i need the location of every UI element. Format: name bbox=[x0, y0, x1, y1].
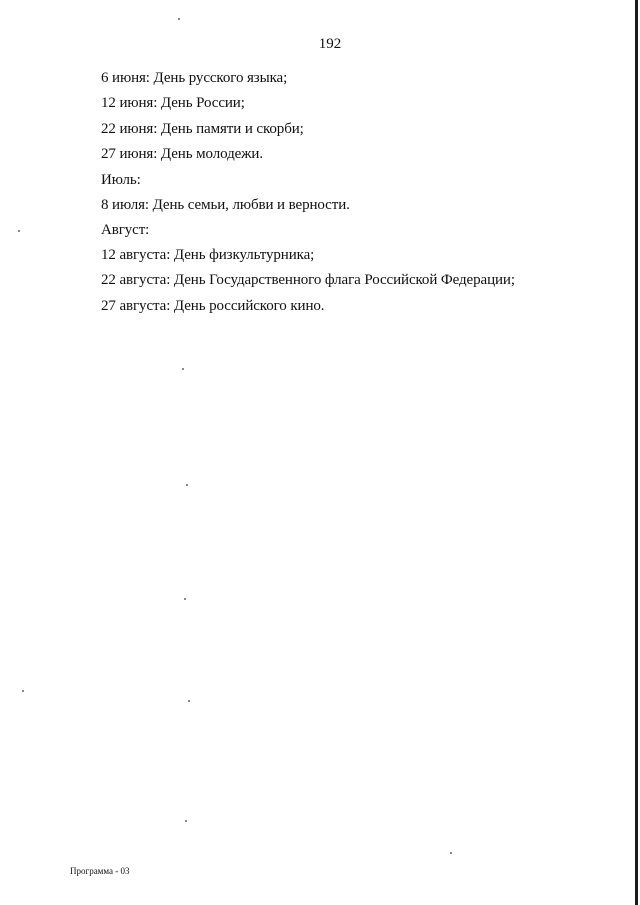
scan-edge bbox=[635, 0, 638, 905]
scan-speck bbox=[182, 368, 184, 370]
text-line: 27 августа: День российского кино. bbox=[101, 298, 325, 314]
month-heading: Август: bbox=[101, 222, 150, 238]
scan-speck bbox=[22, 690, 24, 692]
page-number: 192 bbox=[318, 36, 342, 52]
text-line: 12 августа: День физкультурника; bbox=[101, 247, 315, 263]
text-line: 6 июня: День русского языка; bbox=[101, 70, 288, 86]
footer-label: Программа - 03 bbox=[70, 866, 130, 876]
text-line: 8 июля: День семьи, любви и верности. bbox=[101, 197, 350, 213]
text-line: 12 июня: День России; bbox=[101, 95, 245, 111]
scan-speck bbox=[186, 484, 188, 486]
month-heading: Июль: bbox=[101, 172, 141, 188]
text-line: 22 июня: День памяти и скорби; bbox=[101, 121, 304, 137]
scan-speck bbox=[184, 598, 186, 600]
scan-speck bbox=[450, 852, 452, 854]
scan-speck bbox=[18, 230, 20, 232]
scan-speck bbox=[188, 700, 190, 702]
text-line: 27 июня: День молодежи. bbox=[101, 146, 263, 162]
text-line: 22 августа: День Государственного флага Российской Федерации; bbox=[101, 272, 515, 288]
scan-speck bbox=[185, 820, 187, 822]
scan-speck bbox=[178, 18, 180, 20]
